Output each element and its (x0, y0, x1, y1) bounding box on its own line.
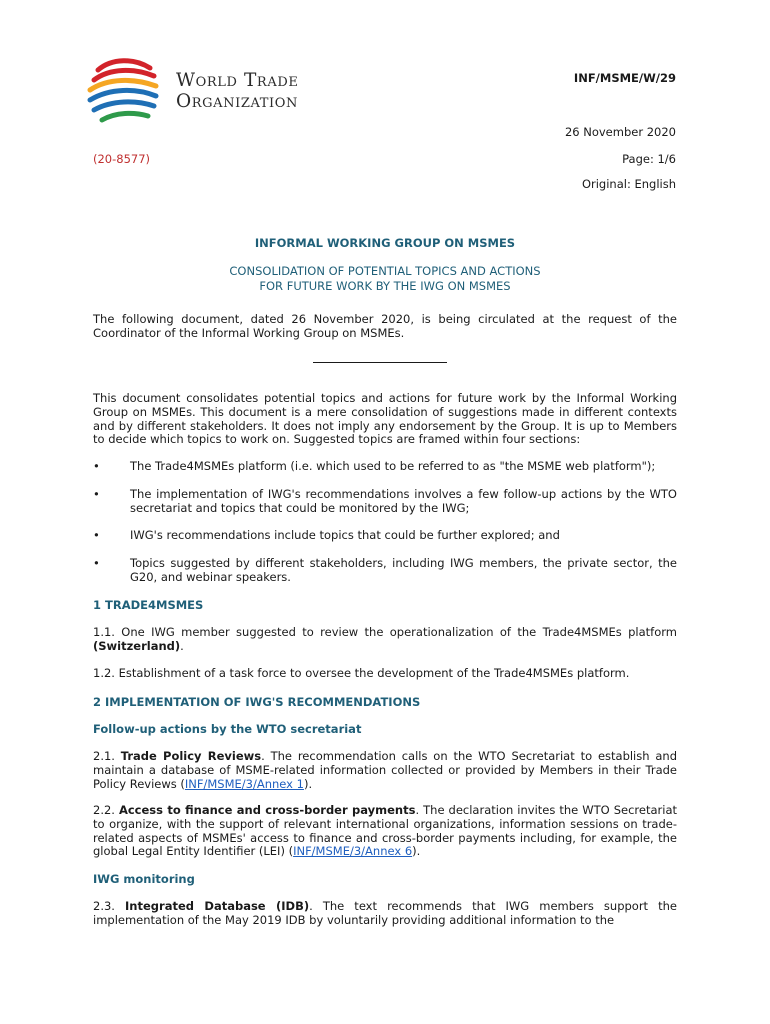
organization-name (176, 70, 298, 112)
bullet-icon: • (93, 556, 100, 570)
paragraph-number: 2.3. (93, 899, 115, 913)
paragraph-number: 2.1. (93, 749, 115, 763)
bullet-icon: • (93, 459, 100, 473)
subheading-follow-up: Follow-up actions by the WTO secretariat (93, 722, 362, 736)
paragraph-text: . The declaration invites the WTO Secretariat to organize, with the support of relevant international organizations, information sessions on trade-related aspects of MSMEs' access to finance and cross-border payments including, for example, the global Legal Entity Identifier (LEI) ( (93, 803, 678, 859)
bullet-icon: • (93, 487, 100, 501)
paragraph-text: . The recommendation calls on the WTO Secretariat to establish and maintain a database of MSME-related information collected or provided by Members in their Trade Policy Reviews ( (93, 749, 678, 791)
body-intro-paragraph: This document consolidates potential topics and actions for future work by the Informal Working Group on MSMEs. This document is a mere consolidation of suggestions made in different contexts and by different stakeholders. It does not imply any endorsement by the Group. It is up to Members to decide which topics to work on. Suggested topics are framed within four sections: (93, 391, 677, 447)
separator-rule (313, 362, 447, 363)
list-item-text: The implementation of IWG's recommendations involves a few follow-up actions by the WTO secretariat and topics that could be monitored by the IWG; (130, 487, 677, 515)
paragraph-end: . (180, 638, 184, 653)
list-item-text: The Trade4MSMEs platform (i.e. which used to be referred to as "the MSME web platform"); (130, 459, 656, 473)
annex-6-link[interactable]: INF/MSME/3/Annex 6 (293, 844, 413, 859)
intro-paragraph: The following document, dated 26 November 2020, is being circulated at the request of the Coordinator of the Informal Working Group on MSMEs. (93, 312, 677, 340)
title-line-2: FOR FUTURE WORK BY THE IWG ON MSMES (259, 278, 511, 293)
subheading-iwg-monitoring: IWG monitoring (93, 872, 195, 886)
title-line-1: CONSOLIDATION OF POTENTIAL TOPICS AND ACTIONS (229, 264, 541, 278)
org-line-2: Organization (176, 91, 298, 112)
paragraph-end: ). (412, 844, 421, 859)
paragraph-number: 1.1. (93, 625, 115, 639)
paragraph-bold: Trade Policy Reviews (120, 749, 262, 763)
document-date: 26 November 2020 (564, 125, 676, 139)
job-number: (20-8577) (93, 152, 151, 166)
paragraph-2-3 (93, 900, 677, 928)
list-item-text: Topics suggested by different stakeholders, including IWG members, the private sector, the G20, and webinar speakers. (130, 556, 677, 584)
document-title (93, 264, 677, 293)
paragraph-bold: Integrated Database (IDB) (125, 899, 310, 913)
org-line-1: World Trade (176, 70, 299, 91)
paragraph-1-1 (93, 626, 677, 654)
paragraph-end: ). (303, 776, 313, 791)
section-1-heading: 1 TRADE4MSMES (93, 598, 204, 612)
paragraph-2-1 (93, 750, 677, 791)
paragraph-bold: Access to finance and cross-border payments (118, 803, 416, 817)
paragraph-number: 2.2. (93, 803, 115, 817)
paragraph-2-2 (93, 804, 677, 859)
list-item-text: IWG's recommendations include topics that could be further explored; and (130, 528, 560, 542)
group-title: INFORMAL WORKING GROUP ON MSMES (254, 236, 516, 250)
paragraph-bold: (Switzerland) (93, 638, 181, 653)
original-language: Original: English (581, 177, 676, 191)
page-number: Page: 1/6 (622, 152, 676, 166)
wto-logo (84, 56, 344, 128)
section-2-heading: 2 IMPLEMENTATION OF IWG'S RECOMMENDATIONS (93, 695, 421, 709)
document-symbol: INF/MSME/W/29 (573, 71, 676, 85)
paragraph-text: One IWG member suggested to review the operationalization of the Trade4MSMEs platform (114, 625, 677, 639)
paragraph-1-2: 1.2. Establishment of a task force to oversee the development of the Trade4MSMEs platform. (93, 666, 630, 680)
annex-1-link[interactable]: INF/MSME/3/Annex 1 (184, 776, 304, 791)
bullet-icon: • (93, 528, 100, 542)
paragraph-text: . The text recommends that IWG members support the implementation of the May 2019 IDB by voluntarily providing additional information to the (93, 899, 678, 927)
wto-emblem-icon (84, 56, 168, 128)
